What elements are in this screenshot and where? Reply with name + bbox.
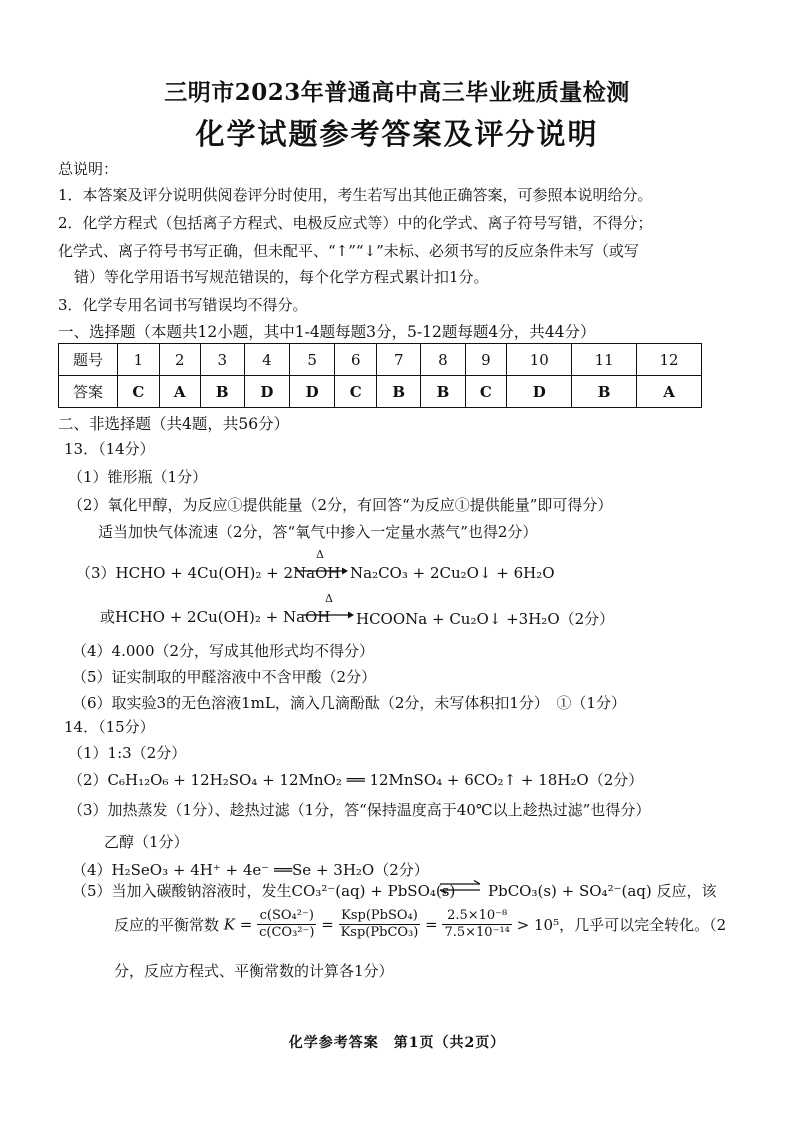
question-number: 5 bbox=[290, 344, 335, 376]
reaction-arrow-icon bbox=[302, 610, 354, 620]
q14-answer-5-line1-right: PbCO₃(s) + SO₄²⁻(aq) 反应，该 bbox=[488, 882, 717, 900]
q14-answer-5-line1-left: （5）当加入碳酸钠溶液时，发生CO₃²⁻(aq) + PbSO₄(s) bbox=[72, 882, 456, 900]
fraction-denominator: c(CO₃²⁻) bbox=[259, 925, 315, 940]
equation-2-reactants: HCHO + 2Cu(OH)₂ + NaOH bbox=[115, 608, 331, 626]
q13-answer-1: （1）锥形瓶（1分） bbox=[68, 468, 208, 486]
k-prefix-label: 反应的平衡常数 bbox=[114, 916, 220, 934]
equation-1-reactants: HCHO + 4Cu(OH)₂ + 2NaOH bbox=[115, 564, 341, 582]
q14-answer-2: （2）C₆H₁₂O₆ + 12H₂SO₄ + 12MnO₂ ══ 12MnSO₄ + 6CO₂↑ + 18H₂O（2分） bbox=[68, 771, 644, 789]
answer-row bbox=[59, 376, 702, 408]
equals-sign: = bbox=[321, 915, 334, 934]
answer-value: B bbox=[200, 376, 244, 408]
answer-value: A bbox=[159, 376, 200, 408]
answer-value: C bbox=[465, 376, 507, 408]
answer-value: A bbox=[637, 376, 702, 408]
fraction-denominator: 7.5×10⁻¹⁴ bbox=[444, 925, 510, 940]
question-number: 3 bbox=[200, 344, 244, 376]
fraction-ksp bbox=[339, 908, 421, 941]
answer-value: D bbox=[507, 376, 572, 408]
question-number: 11 bbox=[572, 344, 637, 376]
question-number: 9 bbox=[465, 344, 507, 376]
fraction-numerator: Ksp(PbSO₄) bbox=[339, 908, 421, 925]
part2-heading: 二、非选择题（共4题，共56分） bbox=[58, 415, 290, 433]
fraction-values bbox=[442, 908, 511, 941]
equilibrium-constant-expression bbox=[114, 908, 726, 941]
fraction-concentration bbox=[257, 908, 316, 941]
answer-value: C bbox=[118, 376, 160, 408]
fraction-numerator: c(SO₄²⁻) bbox=[257, 908, 316, 925]
general-item-2a: 2．化学方程式（包括离子方程式、电极反应式等）中的化学式、离子符号写错，不得分； bbox=[58, 214, 653, 232]
question-number: 8 bbox=[421, 344, 465, 376]
reaction-arrow-icon bbox=[296, 566, 348, 576]
general-item-2c: 错）等化学用语书写规范错误的，每个化学方程式累计扣1分。 bbox=[74, 268, 489, 286]
equals-sign: = bbox=[425, 915, 438, 934]
question-number-row bbox=[59, 344, 702, 376]
q13-answer-2-line2: 适当加快气体流速（2分，答“氧气中掺入一定量水蒸气”也得2分） bbox=[98, 523, 538, 541]
answer-table bbox=[58, 343, 702, 408]
document-title: 化学试题参考答案及评分说明 bbox=[195, 117, 599, 151]
answer-value: D bbox=[244, 376, 289, 408]
q13-answer-3-prefix: （3） bbox=[76, 564, 116, 582]
general-item-3: 3．化学专用名词书写错误均不得分。 bbox=[58, 296, 308, 314]
q14-answer-3-line2: 乙醇（1分） bbox=[104, 833, 189, 851]
answer-value: B bbox=[377, 376, 421, 408]
q13-title: 13．（14分） bbox=[64, 440, 155, 458]
q13-answer-6: （6）取实验3的无色溶液1mL，滴入几滴酚酞（2分，未写体积扣1分） ①（1分） bbox=[72, 694, 626, 712]
q14-answer-5-line3: 分，反应方程式、平衡常数的计算各1分） bbox=[114, 962, 394, 980]
fraction-numerator: 2.5×10⁻⁸ bbox=[442, 908, 511, 925]
equilibrium-arrow-icon bbox=[438, 880, 482, 894]
heat-symbol-2: Δ bbox=[325, 592, 333, 605]
fraction-denominator: Ksp(PbCO₃) bbox=[340, 925, 419, 940]
q13-equation-2 bbox=[100, 606, 330, 627]
answer-value: D bbox=[290, 376, 335, 408]
k-symbol: K = bbox=[223, 915, 253, 934]
question-number: 1 bbox=[118, 344, 160, 376]
equation-2-products: HCOONa + Cu₂O↓ +3H₂O（2分） bbox=[356, 610, 615, 628]
question-number: 6 bbox=[335, 344, 377, 376]
answer-value: B bbox=[421, 376, 465, 408]
general-item-2b: 化学式、离子符号书写正确，但未配平、“↑”“↓”未标、必须书写的反应条件未写（或写 bbox=[58, 242, 639, 260]
q14-title: 14．（15分） bbox=[64, 718, 155, 736]
page-footer: 化学参考答案 第1页（共2页） bbox=[288, 1035, 506, 1051]
q14-answer-4: （4）H₂SeO₃ + 4H⁺ + 4e⁻ ══Se + 3H₂O（2分） bbox=[72, 861, 429, 879]
exam-title: 三明市2023年普通高中高三毕业班质量检测 bbox=[164, 79, 630, 106]
question-number: 2 bbox=[159, 344, 200, 376]
part1-heading: 一、选择题（本题共12小题，其中1-4题每题3分，5-12题每题4分，共44分） bbox=[58, 323, 596, 341]
or-label: 或 bbox=[100, 608, 116, 626]
row-label-answer: 答案 bbox=[59, 376, 118, 408]
q14-answer-1: （1）1:3（2分） bbox=[68, 744, 187, 762]
question-number: 10 bbox=[507, 344, 572, 376]
question-number: 7 bbox=[377, 344, 421, 376]
general-item-1: 1．本答案及评分说明供阅卷评分时使用，考生若写出其他正确答案，可参照本说明给分。 bbox=[58, 186, 653, 204]
k-conclusion: > 10⁵，几乎可以完全转化。（2 bbox=[516, 916, 727, 934]
answer-value: C bbox=[335, 376, 377, 408]
q14-answer-3-line1: （3）加热蒸发（1分）、趁热过滤（1分，答“保持温度高于40℃以上趁热过滤”也得分） bbox=[68, 801, 651, 819]
general-heading: 总说明： bbox=[58, 160, 119, 178]
equation-1-products: Na₂CO₃ + 2Cu₂O↓ + 6H₂O bbox=[350, 564, 555, 582]
heat-symbol-1: Δ bbox=[316, 548, 324, 561]
q13-answer-2-line1: （2）氧化甲醇，为反应①提供能量（2分，有回答“为反应①提供能量”即可得分） bbox=[68, 496, 613, 514]
q13-answer-5: （5）证实制取的甲醛溶液中不含甲酸（2分） bbox=[72, 668, 377, 686]
question-number: 4 bbox=[244, 344, 289, 376]
row-label-number: 题号 bbox=[59, 344, 118, 376]
question-number: 12 bbox=[637, 344, 702, 376]
answer-value: B bbox=[572, 376, 637, 408]
q13-answer-4: （4）4.000（2分，写成其他形式均不得分） bbox=[72, 642, 375, 660]
